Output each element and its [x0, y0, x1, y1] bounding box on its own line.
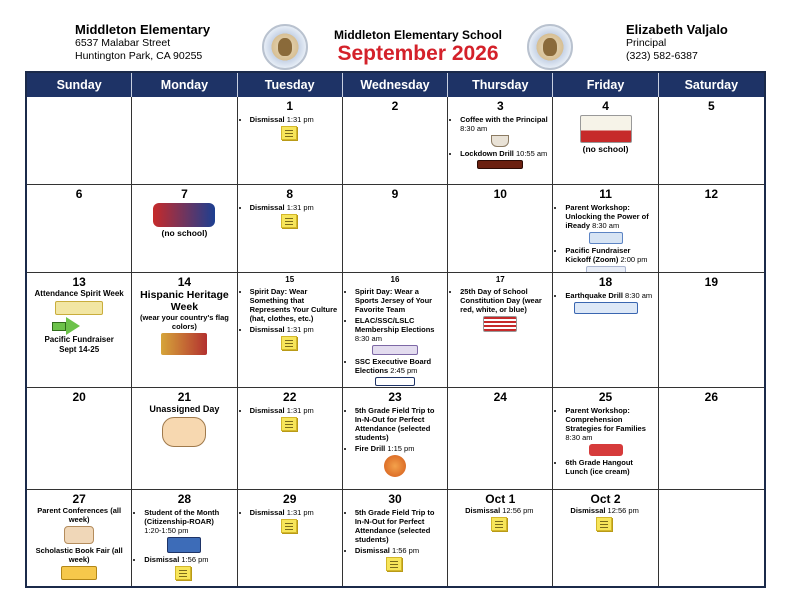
event-item — [565, 291, 654, 300]
day-number: 12 — [704, 187, 719, 201]
event-item: • 5th Grade Field Trip to In-N-Out for Perfect Attendance (selected students) — [355, 406, 444, 442]
day-number: 17 — [495, 275, 505, 284]
event-time: 1:20-1:50 pm — [144, 526, 189, 535]
event-item — [250, 325, 339, 334]
event-title: Lockdown Drill — [460, 149, 514, 158]
day-number: 9 — [391, 187, 399, 201]
street-address: 6537 Malabar Street — [75, 37, 171, 49]
day-number: 23 — [388, 390, 402, 404]
day-cell-sep-15 — [238, 273, 343, 388]
day-number: 5 — [708, 99, 715, 113]
event-time: 1:56 pm — [391, 546, 420, 555]
event-item: • Spirit Day: Wear Something that Represents Your Culture (hat, clothes, etc.) — [250, 287, 339, 323]
book-fair-icon — [61, 566, 97, 580]
day-cell-sep-25 — [553, 388, 658, 490]
fire-icon — [384, 455, 406, 477]
family-icon — [64, 526, 94, 544]
event-item — [250, 508, 339, 517]
day-number: 22 — [283, 390, 297, 404]
school-name: Middleton Elementary — [75, 22, 211, 37]
constitution-day-flag-icon — [483, 316, 517, 332]
event-item — [565, 246, 654, 264]
early-release-note-icon — [596, 517, 612, 531]
event-time: 2:00 pm — [620, 255, 648, 264]
day-cell-sep-30 — [343, 490, 448, 586]
principal-title: Principal — [626, 37, 667, 49]
calendar-days — [27, 97, 764, 586]
day-number: 2 — [391, 99, 399, 113]
weekday-thursday: Thursday — [448, 73, 553, 97]
day-cell-sep-8 — [238, 185, 343, 273]
day-cell-oct-1 — [448, 490, 553, 586]
day-number: 18 — [598, 275, 613, 289]
iready-logo-icon — [589, 232, 623, 244]
event-time: 12:56 pm — [502, 506, 534, 515]
event-title: Pacific Fundraiser Kickoff (Zoom) — [565, 246, 631, 264]
day-number: 16 — [390, 275, 400, 284]
event-time: 10:55 am — [516, 149, 548, 158]
city-address: Huntington Park, CA 90255 — [75, 50, 203, 62]
day-cell-sep-22 — [238, 388, 343, 490]
event-item — [355, 357, 444, 375]
day-number: 29 — [283, 492, 297, 506]
event-item: • Spirit Day: Wear a Sports Jersey of Your Favorite Team — [355, 287, 444, 314]
day-number: 26 — [704, 390, 719, 404]
day-cell-sep-5 — [659, 97, 764, 185]
hispanic-heritage-icon — [161, 333, 207, 355]
event-title: Dismissal — [570, 506, 606, 515]
event-time: 1:31 pm — [286, 115, 314, 124]
event-title: Dismissal — [465, 506, 501, 515]
event-title: Dismissal — [249, 508, 285, 517]
weekday-friday: Friday — [553, 73, 658, 97]
event-item — [460, 149, 549, 158]
fundraiser-title: Pacific Fundraiser — [44, 335, 114, 344]
elac-committee-icon — [372, 345, 418, 355]
day-number: 30 — [388, 492, 402, 506]
ssc-election-icon — [375, 377, 415, 386]
principal-block — [626, 22, 766, 63]
no-school-note: (no school) — [582, 144, 629, 154]
labor-day-icon — [153, 203, 215, 227]
event-title: Dismissal — [144, 555, 180, 564]
event-time: 1:56 pm — [181, 555, 209, 564]
early-release-note-icon — [281, 336, 297, 350]
day-number: 28 — [177, 492, 192, 506]
no-school-note: (no school) — [161, 228, 208, 238]
day-cell-sep-12 — [659, 185, 764, 273]
event-time: 1:15 pm — [387, 444, 415, 453]
day-cell-empty — [659, 490, 764, 586]
school-address-block — [75, 22, 265, 63]
day-cell-sep-29 — [238, 490, 343, 586]
event-title: Parent Workshop: Comprehension Strategies for Families — [565, 406, 646, 433]
early-release-note-icon — [175, 566, 191, 580]
event-item — [565, 406, 654, 442]
day-number: 14 — [177, 275, 192, 289]
event-title: ELAC/SSC/LSLC Membership Elections — [354, 316, 435, 334]
event-item — [144, 555, 233, 564]
day-number: 27 — [72, 492, 86, 506]
day-cell-sep-14 — [132, 273, 237, 388]
event-title: Fire Drill — [354, 444, 386, 453]
event-item: • 6th Grade Hangout Lunch (ice cream) — [565, 458, 654, 476]
day-cell-sep-21 — [132, 388, 237, 490]
event-title: Student of the Month (Citizenship-ROAR) — [144, 508, 220, 526]
event-item — [465, 506, 549, 515]
day-cell-sep-4 — [553, 97, 658, 185]
day-cell-sep-7 — [132, 185, 237, 273]
day-cell-empty — [132, 97, 237, 185]
event-item — [565, 203, 654, 230]
event-item — [355, 546, 444, 555]
day-cell-sep-16 — [343, 273, 448, 388]
lockdown-sign-icon — [477, 160, 523, 169]
event-item — [250, 203, 339, 212]
event-item — [355, 444, 444, 453]
day-cell-sep-1 — [238, 97, 343, 185]
day-cell-sep-18 — [553, 273, 658, 388]
student-of-the-month-icon — [167, 537, 201, 553]
event-time: 8:30 am — [565, 433, 593, 442]
event-title: Coffee with the Principal — [460, 115, 548, 124]
day-cell-sep-3 — [448, 97, 553, 185]
day-cell-sep-20 — [27, 388, 132, 490]
event-title: Dismissal — [249, 203, 285, 212]
day-number: 25 — [598, 390, 613, 404]
event-item — [250, 115, 339, 124]
day-number: Oct 2 — [590, 492, 621, 506]
event-item: • 25th Day of School Constitution Day (wear red, white, or blue) — [460, 287, 549, 314]
event-time: 2:45 pm — [390, 366, 418, 375]
event-time: 8:30 am — [354, 334, 382, 343]
day-cell-sep-11 — [553, 185, 658, 273]
principal-name: Elizabeth Valjalo — [626, 22, 728, 37]
calendar-month-title: September 2026 — [337, 42, 499, 65]
no-school-kids-icon — [162, 417, 206, 447]
weekday-tuesday: Tuesday — [238, 73, 343, 97]
day-cell-sep-19 — [659, 273, 764, 388]
day-cell-sep-24 — [448, 388, 553, 490]
early-release-note-icon — [281, 126, 297, 140]
day-number: 3 — [496, 99, 504, 113]
pacific-fundraiser-logo-icon — [586, 266, 626, 273]
event-title: SSC Executive Board Elections — [354, 357, 432, 375]
weekday-monday: Monday — [132, 73, 237, 97]
day-number: 19 — [704, 275, 719, 289]
day-number: 20 — [72, 390, 86, 404]
weekday-sunday: Sunday — [27, 73, 132, 97]
day-number: 13 — [72, 275, 86, 289]
event-item — [570, 506, 654, 515]
event-title: Dismissal — [249, 325, 285, 334]
day-number: 24 — [493, 390, 507, 404]
early-release-note-icon — [491, 517, 507, 531]
principal-phone: (323) 582-6387 — [626, 50, 698, 62]
event-time: 8:30 am — [625, 291, 653, 300]
early-release-note-icon — [281, 519, 297, 533]
california-admission-day-icon — [580, 115, 632, 143]
day-number: 11 — [599, 187, 612, 201]
day-cell-sep-6 — [27, 185, 132, 273]
day-cell-sep-10 — [448, 185, 553, 273]
green-arrow-icon — [52, 317, 128, 335]
calendar-grid — [25, 71, 766, 588]
day-cell-sep-2 — [343, 97, 448, 185]
event-title: Parent Workshop: Unlocking the Power of iReady — [565, 203, 649, 230]
event-time: 8:30 am — [460, 124, 488, 133]
heritage-week-subtitle: (wear your country's flag colors) — [139, 313, 229, 331]
book-fair-note: Scholastic Book Fair (all week) — [35, 546, 123, 564]
drop-cover-hold-on-icon — [574, 302, 638, 314]
day-cell-sep-17 — [448, 273, 553, 388]
event-title: Dismissal — [354, 546, 390, 555]
day-number: Oct 1 — [485, 492, 516, 506]
event-time: 1:31 pm — [286, 325, 314, 334]
event-title: Dismissal — [249, 406, 285, 415]
weekday-wednesday: Wednesday — [343, 73, 448, 97]
event-title: Earthquake Drill — [565, 291, 623, 300]
event-item — [144, 508, 233, 535]
unassigned-day-title: Unassigned Day — [149, 404, 220, 414]
school-mascot-logo-left — [262, 24, 308, 70]
calendar-school-name: Middleton Elementary School — [333, 28, 503, 42]
day-cell-empty — [27, 97, 132, 185]
event-time: 1:31 pm — [286, 203, 314, 212]
weekday-header-row — [27, 73, 764, 97]
event-time: 1:31 pm — [286, 508, 314, 517]
parent-conferences-note: Parent Conferences (all week) — [37, 506, 122, 524]
day-cell-sep-23 — [343, 388, 448, 490]
day-number: 8 — [286, 187, 294, 201]
weekday-saturday: Saturday — [659, 73, 764, 97]
day-number: 6 — [75, 187, 83, 201]
early-release-note-icon — [386, 557, 402, 571]
attendance-spirit-week-icon — [55, 301, 103, 315]
heritage-week-title: Hispanic Heritage Week — [140, 289, 229, 313]
day-number: 7 — [181, 187, 188, 201]
event-time: 1:31 pm — [286, 406, 314, 415]
day-cell-sep-27 — [27, 490, 132, 586]
day-number: 4 — [602, 99, 609, 113]
coffee-cup-icon — [491, 135, 509, 147]
calendar-title-block — [318, 28, 518, 66]
day-cell-sep-9 — [343, 185, 448, 273]
day-cell-sep-28 — [132, 490, 237, 586]
event-title: Dismissal — [249, 115, 285, 124]
early-release-note-icon — [281, 417, 297, 431]
spirit-week-title: Attendance Spirit Week — [34, 289, 124, 298]
event-time: 8:30 am — [592, 221, 620, 230]
day-number: 10 — [493, 187, 507, 201]
day-cell-oct-2 — [553, 490, 658, 586]
day-cell-sep-26 — [659, 388, 764, 490]
day-number: 1 — [286, 99, 294, 113]
event-item — [355, 316, 444, 343]
day-number: 21 — [177, 390, 192, 404]
early-release-note-icon — [281, 214, 297, 228]
day-cell-sep-13 — [27, 273, 132, 388]
event-item — [250, 406, 339, 415]
school-mascot-logo-right — [527, 24, 573, 70]
read-logo-icon — [589, 444, 623, 456]
day-number: 15 — [285, 275, 295, 284]
event-item: • 5th Grade Field Trip to In-N-Out for Perfect Attendance (selected students) — [355, 508, 444, 544]
event-time: 12:56 pm — [607, 506, 639, 515]
event-item — [460, 115, 549, 133]
fundraiser-dates: Sept 14-25 — [59, 345, 100, 354]
